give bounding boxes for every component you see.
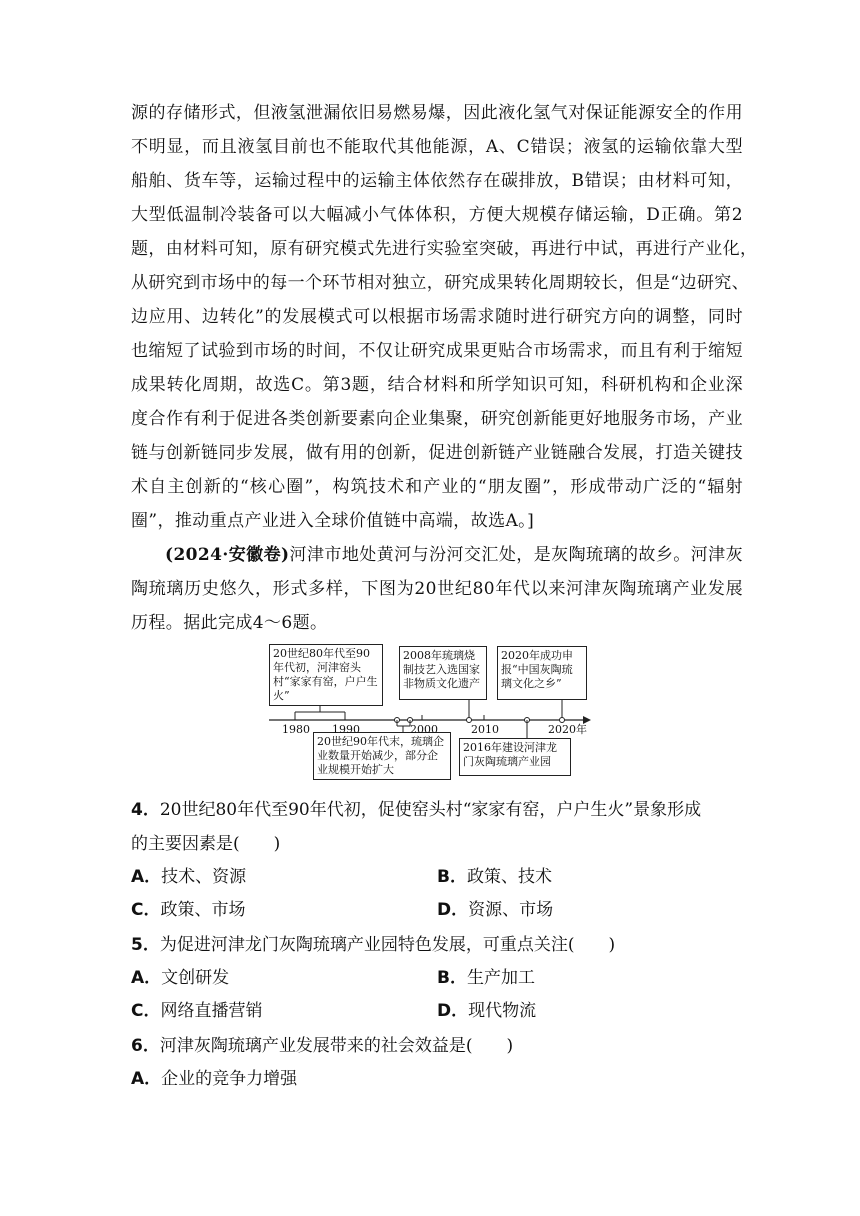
event-box-2020: 2020年成功申报“中国灰陶琉璃文化之乡” [497,646,587,700]
q5-option-a[interactable]: A．文创研发 [131,968,230,988]
explanation-line: 圈”，推动重点产业进入全球价值链中高端，故选A。] [131,511,535,531]
q5-option-b[interactable]: B．生产加工 [437,968,535,988]
event-box-2008: 2008年琉璃烧制技艺入选国家非物质文化遗产 [399,646,487,700]
question-stem-line: 河津灰陶琉璃产业发展带来的社会效益是( ) [159,1036,514,1056]
question-number: 5． [131,935,160,955]
explanation-line: 船舶、货车等，运输过程中的运输主体依然存在碳排放，B错误；由材料可知， [131,171,743,191]
explanation-line: 术自主创新的“核心圈”，构筑技术和产业的“朋友圈”，形成带动广泛的“辐射 [131,477,743,497]
explanation-line: 题，由材料可知，原有研究模式先进行实验室突破，再进行中试，再进行产业化， [131,239,758,259]
explanation-line: 成果转化周期，故选C。第3题，结合材料和所学知识可知，科研机构和企业深 [131,375,743,395]
intro-line: 历程。据此完成4～6题。 [131,613,328,633]
explanation-line: 也缩短了试验到市场的时间，不仅让研究成果更贴合市场需求，而且有利于缩短 [131,341,743,361]
q4-option-d[interactable]: D．资源、市场 [437,900,554,920]
explanation-line: 源的存储形式，但液氢泄漏依旧易燃易爆，因此液化氢气对保证能源安全的作用 [131,103,743,123]
tick-label-1990: 1990 [332,723,360,736]
question-4-stem [131,793,701,827]
question-intro [131,538,743,640]
explanation-line: 大型低温制冷装备可以大幅减小气体体积，方便大规模存储运输，D正确。第2 [131,205,743,225]
explanation-line: 链与创新链同步发展，做有用的创新，促进创新链产业链融合发展，打造关键技 [131,443,743,463]
intro-line: 陶琉璃历史悠久，形式多样，下图为20世纪80年代以来河津灰陶琉璃产业发展 [131,579,743,599]
source-label: (2024·安徽卷) [165,545,290,565]
tick-label-2020: 2020年 [548,723,587,736]
question-stem-line: 的主要因素是( ) [131,834,281,854]
question-number: 4． [131,800,160,820]
explanation-line: 不明显，而且液氢目前也不能取代其他能源，A、C错误；液氢的运输依靠大型 [131,137,743,157]
question-stem-line: 20世纪80年代至90年代初，促使窑头村“家家有窑，户户生火”景象形成 [159,800,702,820]
question-5-stem [131,928,615,962]
explanation-line: 度合作有利于促进各类创新要素向企业集聚，研究创新能更好地服务市场，产业 [131,409,743,429]
question-number: 6． [131,1036,160,1056]
intro-line-1 [131,538,743,572]
q4-option-a[interactable]: A．技术、资源 [131,867,247,887]
q4-option-b[interactable]: B．政策、技术 [437,867,552,887]
q5-option-d[interactable]: D．现代物流 [437,1001,537,1021]
q6-option-a[interactable]: A．企业的竞争力增强 [131,1069,298,1089]
event-box-1980s: 20世纪80年代至90年代初，河津窑头村“家家有窑，户户生火” [269,644,383,706]
intro-text: 河津市地处黄河与汾河交汇处，是灰陶琉璃的故乡。河津灰 [289,545,743,565]
question-4-stem-cont [131,827,280,861]
question-stem-line: 为促进河津龙门灰陶琉璃产业园特色发展，可重点关注( ) [159,935,616,955]
tick-label-2010: 2010 [471,723,499,736]
tick-label-1980: 1980 [282,723,310,736]
explanation-line: 边应用、边转化”的发展模式可以根据市场需求随时进行研究方向的调整，同时 [131,307,743,327]
event-box-2016: 2016年建设河津龙门灰陶琉璃产业园 [459,738,571,776]
q5-option-c[interactable]: C．网络直播营销 [131,1001,263,1021]
q4-option-c[interactable]: C．政策、市场 [131,900,246,920]
event-box-late-1990s: 20世纪90年代末，琉璃企业数量开始减少，部分企业规模开始扩大 [313,732,451,780]
explanation-line: 从研究到市场中的每一个环节相对独立，研究成果转化周期较长，但是“边研究、 [131,273,750,293]
tick-label-2000: 2000 [410,723,438,736]
answer-explanation [131,96,758,538]
question-6-stem [131,1029,513,1063]
timeline-figure [265,642,595,786]
